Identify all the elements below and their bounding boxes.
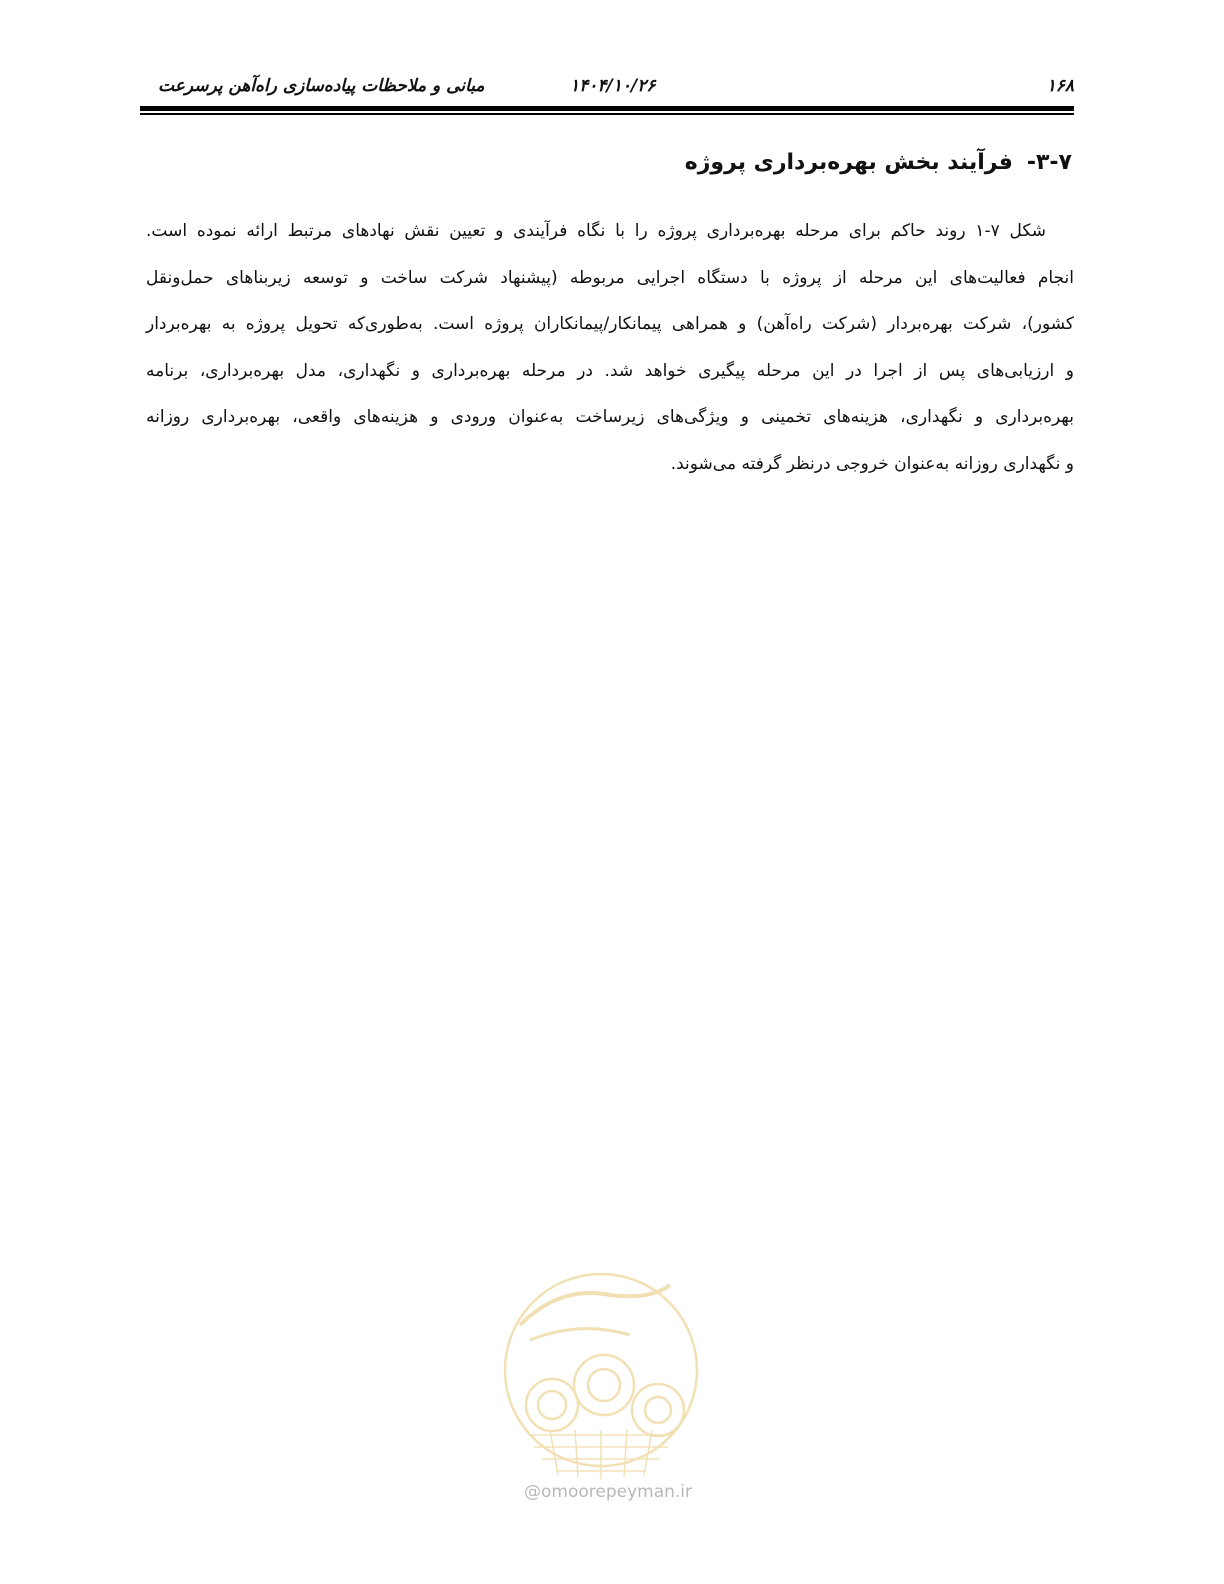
watermark-logo [500, 1265, 702, 1505]
paragraph-line: و نگهداری روزانه به‌عنوان خروجی درنظر گرفته می‌شوند. [670, 453, 1074, 474]
header-rule-thick [140, 106, 1074, 111]
paragraph-line: بهره‌برداری و نگهداری، هزینه‌های تخمینی و ویژگی‌های زیرساخت به‌عنوان ورودی و هزینه‌های واقعی، بهره‌برداری روزانه [146, 407, 1074, 427]
gear-icon [574, 1355, 634, 1415]
header-rule-thin [140, 113, 1074, 115]
section-number: ۳-۷- [1026, 150, 1072, 175]
paragraph-line: شکل ۷-۱ روند حاکم برای مرحله بهره‌برداری پروژه را با نگاه فرآیندی و تعیین نقش نهادهای مرتبط ارائه نموده است. [146, 221, 1046, 241]
page-number: ۱۶۸ [1046, 76, 1074, 96]
paragraph-line: کشور)، شرکت بهره‌بردار (شرکت راه‌آهن) و همراهی پیمانکار/پیمانکاران پروژه است. به‌طوری‌که تحویل پروژه به بهره‌بردار [146, 314, 1074, 334]
header-title: مبانی و ملاحظات پیاده‌سازی راه‌آهن پرسرعت [158, 76, 485, 96]
body-paragraph [146, 208, 1074, 487]
page-header [140, 72, 1074, 102]
gear-icon [526, 1379, 578, 1431]
paragraph-line: انجام فعالیت‌های این مرحله از پروژه با دستگاه اجرایی مربوطه (پیشنهاد شرکت ساخت و توسعه زیربناهای حمل‌ونقل [146, 267, 1074, 288]
paragraph-line: و ارزیابی‌های پس از اجرا در این مرحله پیگیری خواهد شد. در مرحله بهره‌برداری و نگهداری، مدل بهره‌برداری، برنامه [146, 360, 1074, 381]
grid-pattern [530, 1430, 672, 1479]
section-heading [685, 150, 1072, 175]
watermark-url: @omoorepeyman.ir [523, 1482, 693, 1502]
section-title: فرآیند بخش بهره‌برداری پروژه [684, 150, 1013, 175]
gear-icon [632, 1384, 684, 1436]
header-date: ۱۴۰۴/۱۰/۲۶ [570, 76, 656, 96]
